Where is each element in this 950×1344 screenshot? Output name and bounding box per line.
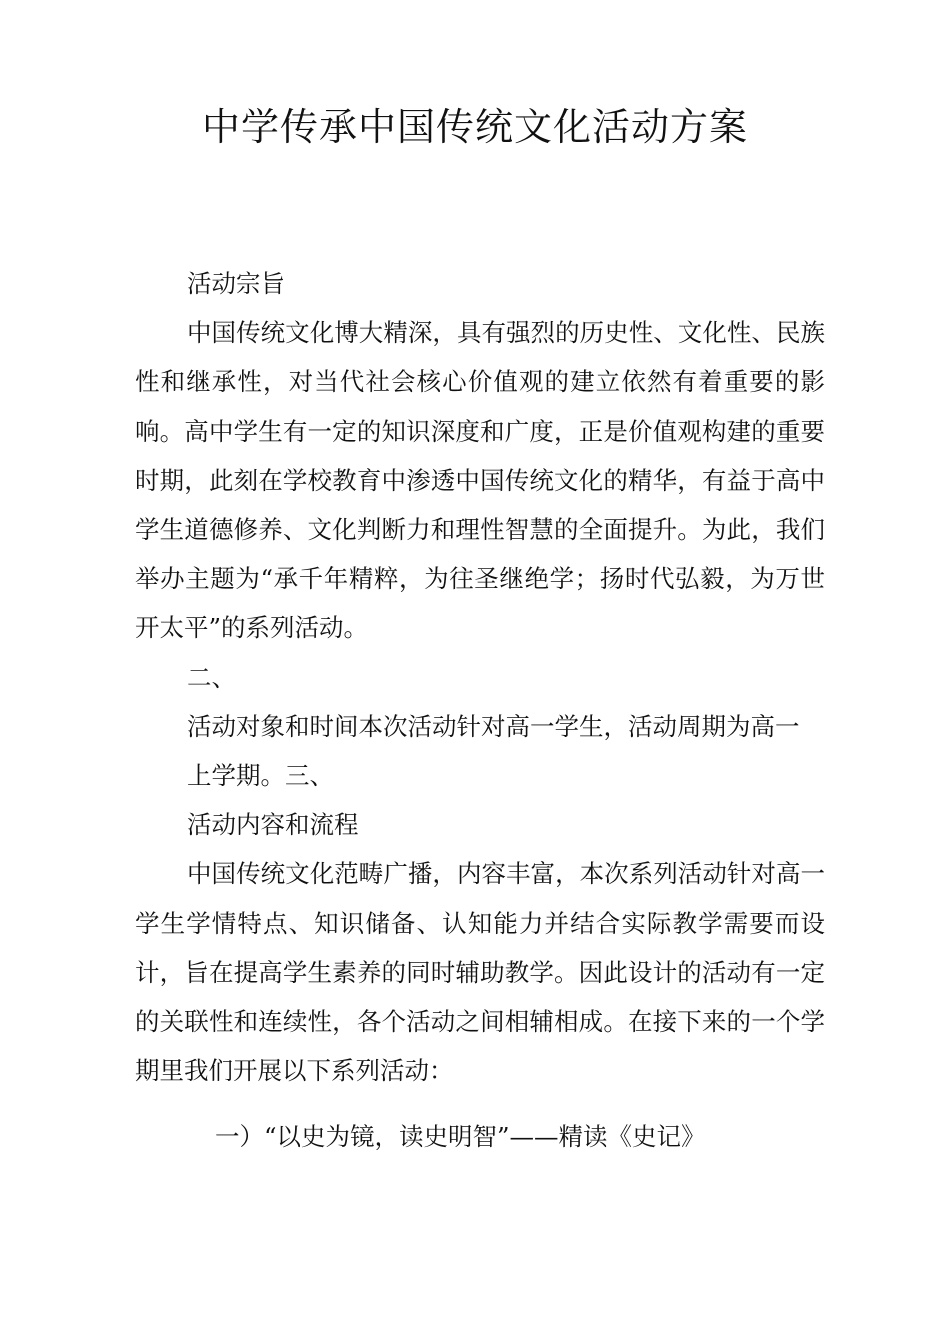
paragraph-content: 中国传统文化范畴广播，内容丰富，本次系列活动针对高一学生学情特点、知识储备、认知能力并结合实际教学需要而设计，旨在提高学生素养的同时辅助教学。因此设计的活动有一定的关联性和连续性，各个活动之间相辅相成。在接下来的一个学期里我们开展以下系列活动： [135,859,825,1086]
sub-item-one: 一）“以史为镜，读史明智”——精读《史记》 [215,1122,706,1151]
section-number-two: 二、 [187,662,236,692]
section-heading-content: 活动内容和流程 [187,810,359,840]
section-heading-purpose: 活动宗旨 [187,269,285,298]
paragraph-target-time: 活动对象和时间本次活动针对高一学生，活动周期为高一 [187,711,800,741]
paragraph-term-section-three: 上学期。三、 [187,761,334,791]
document-body [135,259,825,1095]
document-title: 中学传承中国传统文化活动方案 [201,105,748,149]
paragraph-purpose: 中国传统文化博大精深，具有强烈的历史性、文化性、民族性和继承性，对当代社会核心价值观的建立依然有着重要的影响。高中学生有一定的知识深度和广度，正是价值观构建的重要时期，此刻在学校教育中渗透中国传统文化的精华，有益于高中学生道德修养、文化判断力和理性智慧的全面提升。为此，我们举办主题为“承千年精粹，为往圣继绝学；扬时代弘毅，为万世开太平”的系列活动。 [135,318,825,643]
